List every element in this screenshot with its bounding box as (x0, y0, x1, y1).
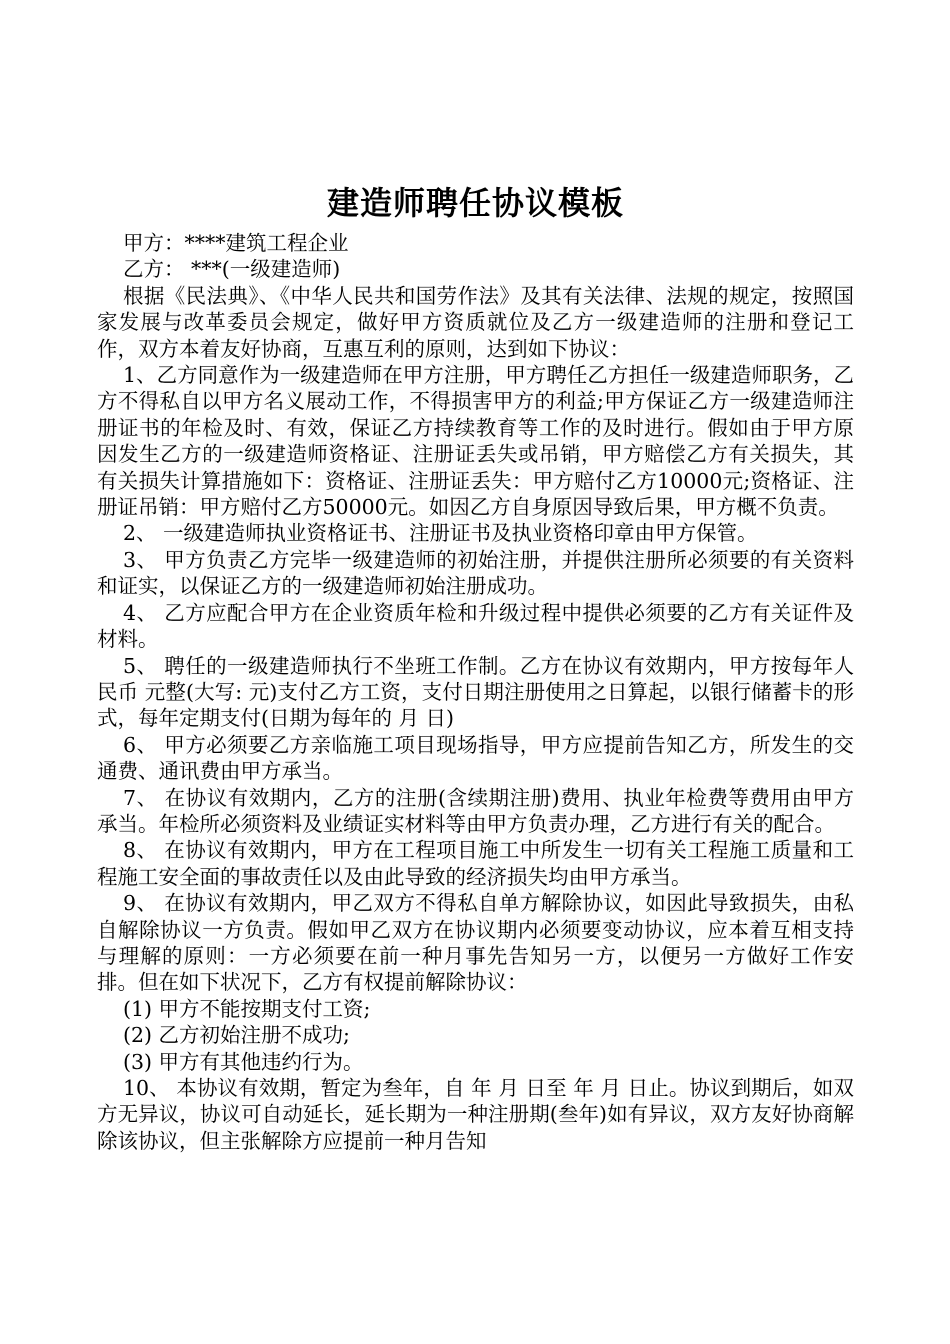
clause-7: 7、 在协议有效期内，乙方的注册(含续期注册)费用、执业年检费等费用由甲方承当。年检所必须资料及业绩证实材料等由甲方负责办理，乙方进行有关的配合。 (97, 785, 854, 836)
clause-9: 9、 在协议有效期内，甲乙双方不得私自单方解除协议，如因此导致损失，由私自解除协议一方负责。假如甲乙双方在协议期内必须要变动协议，应本着互相支持与理解的原则：一方必须要在前一种月事先告知另一方，以便另一方做好工作安排。但在如下状况下，乙方有权提前解除协议： (97, 891, 854, 995)
clause-10: 10、 本协议有效期，暂定为叁年，自 年 月 日至 年 月 日止。协议到期后，如双方无异议，协议可自动延长，延长期为一种注册期(叁年)如有异议，双方友好协商解除该协议，但主张解除方应提前一种月告知 (97, 1076, 854, 1153)
document-title: 建造师聘任协议模板 (326, 184, 624, 222)
clause-8: 8、 在协议有效期内，甲方在工程项目施工中所发生一切有关工程施工质量和工程施工安全面的事故责任以及由此导致的经济损失均由甲方承当。 (97, 838, 854, 889)
document-body (97, 230, 854, 1154)
clause-9-item-3: (3) 甲方有其他违约行为。 (123, 1049, 364, 1074)
clause-1: 1、乙方同意作为一级建造师在甲方注册，甲方聘任乙方担任一级建造师职务，乙方不得私自以甲方名义展动工作，不得损害甲方的利益;甲方保证乙方一级建造师注册证书的年检及时、有效，保证乙方持续教育等工作的及时进行。假如由于甲方原因发生乙方的一级建造师资格证、注册证丢失或吊销，甲方赔偿乙方有关损失，其有关损失计算措施如下：资格证、注册证丢失：甲方赔付乙方10000元;资格证、注册证吊销：甲方赔付乙方50000元。如因乙方自身原因导致后果，甲方概不负责。 (97, 363, 854, 520)
clause-2: 2、 一级建造师执业资格证书、注册证书及执业资格印章由甲方保管。 (123, 521, 758, 546)
clause-9-item-1: (1) 甲方不能按期支付工资; (123, 996, 371, 1021)
clause-6: 6、 甲方必须要乙方亲临施工项目现场指导，甲方应提前告知乙方，所发生的交通费、通讯费由甲方承当。 (97, 732, 854, 784)
clause-4: 4、 乙方应配合甲方在企业资质年检和升级过程中提供必须要的乙方有关证件及材料。 (97, 600, 854, 652)
clause-3: 3、 甲方负责乙方完毕一级建造师的初始注册，并提供注册所必须要的有关资料和证实，以保证乙方的一级建造师初始注册成功。 (97, 547, 854, 599)
document-page (97, 178, 854, 1154)
party-b-line: 乙方： ***(一级建造师) (123, 257, 341, 282)
clause-9-item-2: (2) 乙方初始注册不成功; (123, 1023, 350, 1048)
preamble-paragraph: 根据《民法典》、《中华人民共和国劳作法》及其有关法律、法规的规定，按照国家发展与改革委员会规定，做好甲方资质就位及乙方一级建造师的注册和登记工作，双方本着友好协商，互惠互利的原则，达到如下协议： (97, 283, 854, 361)
party-a-line: 甲方：****建筑工程企业 (123, 231, 349, 255)
clause-5: 5、 聘任的一级建造师执行不坐班工作制。乙方在协议有效期内，甲方按每年人民币 元整(大写: 元)支付乙方工资，支付日期注册使用之日算起，以银行储蓄卡的形式，每年定期支付(日期为每年的 月 日) (97, 653, 854, 731)
